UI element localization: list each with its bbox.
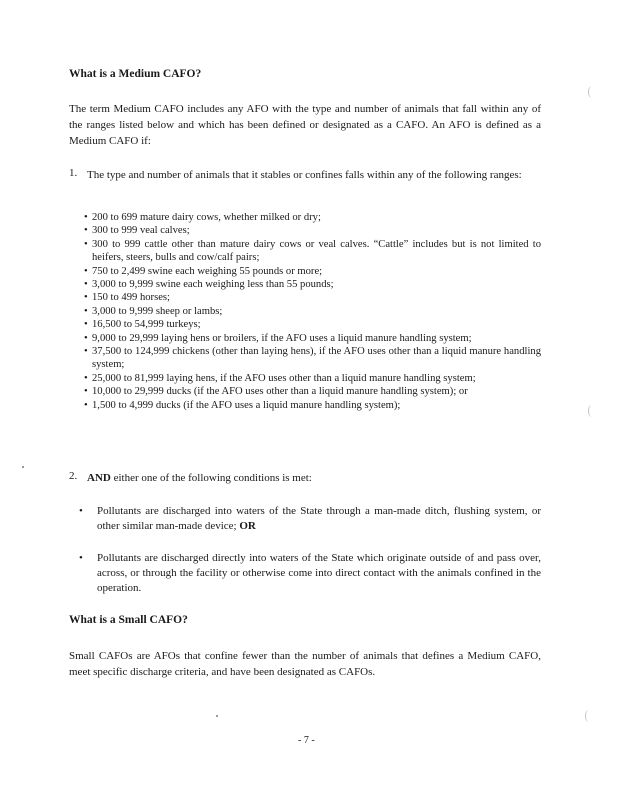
animal-range-item: • 25,000 to 81,999 laying hens, if the AFO uses other than a liquid manure handling system; bbox=[84, 372, 541, 385]
item2-text bbox=[87, 470, 541, 486]
page-number: - 7 - bbox=[298, 735, 315, 746]
animal-range-item: • 200 to 699 mature dairy cows, whether milked or dry; bbox=[84, 211, 541, 224]
animal-range-item: • 16,500 to 54,999 turkeys; bbox=[84, 318, 541, 331]
condition-2-text: Pollutants are discharged directly into waters of the State which originate outside of and pass over, across, or through the facility or otherwise come into direct contact with the animals confined in the operation. bbox=[97, 552, 541, 594]
condition-1 bbox=[79, 504, 541, 534]
animal-ranges-list bbox=[84, 211, 541, 412]
animal-range-item: • 10,000 to 29,999 ducks (if the AFO uses other than a liquid manure handling system); or bbox=[84, 385, 541, 398]
animal-range-item: • 300 to 999 cattle other than mature dairy cows or veal calves. “Cattle” includes but is not limited to heifers, steers, bulls and cow/calf pairs; bbox=[84, 238, 541, 265]
item1-number: 1. bbox=[69, 167, 78, 179]
small-cafo-paragraph: Small CAFOs are AFOs that confine fewer than the number of animals that defines a Medium CAFO, meet specific discharge criteria, and have been designated as CAFOs. bbox=[69, 650, 541, 678]
animal-range-item: • 750 to 2,499 swine each weighing 55 pounds or more; bbox=[84, 265, 541, 278]
scan-dot bbox=[22, 466, 24, 468]
scan-dot bbox=[216, 715, 218, 717]
heading-medium-cafo: What is a Medium CAFO? bbox=[69, 68, 202, 80]
scan-mark bbox=[588, 86, 595, 98]
condition-1-text: Pollutants are discharged into waters of the State through a man-made ditch, flushing system, or other similar man-made device; bbox=[97, 505, 541, 532]
bullet: • bbox=[79, 505, 83, 517]
animal-range-item: • 1,500 to 4,999 ducks (if the AFO uses a liquid manure handling system); bbox=[84, 399, 541, 412]
or-emphasis: OR bbox=[239, 520, 256, 532]
animal-range-item: • 150 to 499 horses; bbox=[84, 291, 541, 304]
scan-mark bbox=[588, 405, 595, 417]
animal-range-item: • 37,500 to 124,999 chickens (other than laying hens), if the AFO uses other than a liquid manure handling system; bbox=[84, 345, 541, 372]
animal-range-item: • 9,000 to 29,999 laying hens or broilers, if the AFO uses a liquid manure handling system; bbox=[84, 332, 541, 345]
animal-range-item: • 3,000 to 9,999 swine each weighing less than 55 pounds; bbox=[84, 278, 541, 291]
condition-2 bbox=[79, 551, 541, 596]
item2-number: 2. bbox=[69, 470, 78, 482]
item2-text-body: either one of the following conditions is met: bbox=[110, 472, 312, 484]
heading-small-cafo: What is a Small CAFO? bbox=[69, 614, 188, 626]
animal-range-item: • 3,000 to 9,999 sheep or lambs; bbox=[84, 305, 541, 318]
and-emphasis: AND bbox=[87, 472, 111, 484]
item1-text: The type and number of animals that it stables or confines falls within any of the following ranges: bbox=[87, 169, 522, 181]
bullet: • bbox=[79, 552, 83, 564]
intro-paragraph: The term Medium CAFO includes any AFO with the type and number of animals that fall within any of the ranges listed below and which has been defined or designated as a CAFO. An AFO is defined as a Medium CAFO if: bbox=[69, 103, 541, 147]
animal-range-item: • 300 to 999 veal calves; bbox=[84, 224, 541, 237]
scan-mark bbox=[585, 710, 592, 722]
